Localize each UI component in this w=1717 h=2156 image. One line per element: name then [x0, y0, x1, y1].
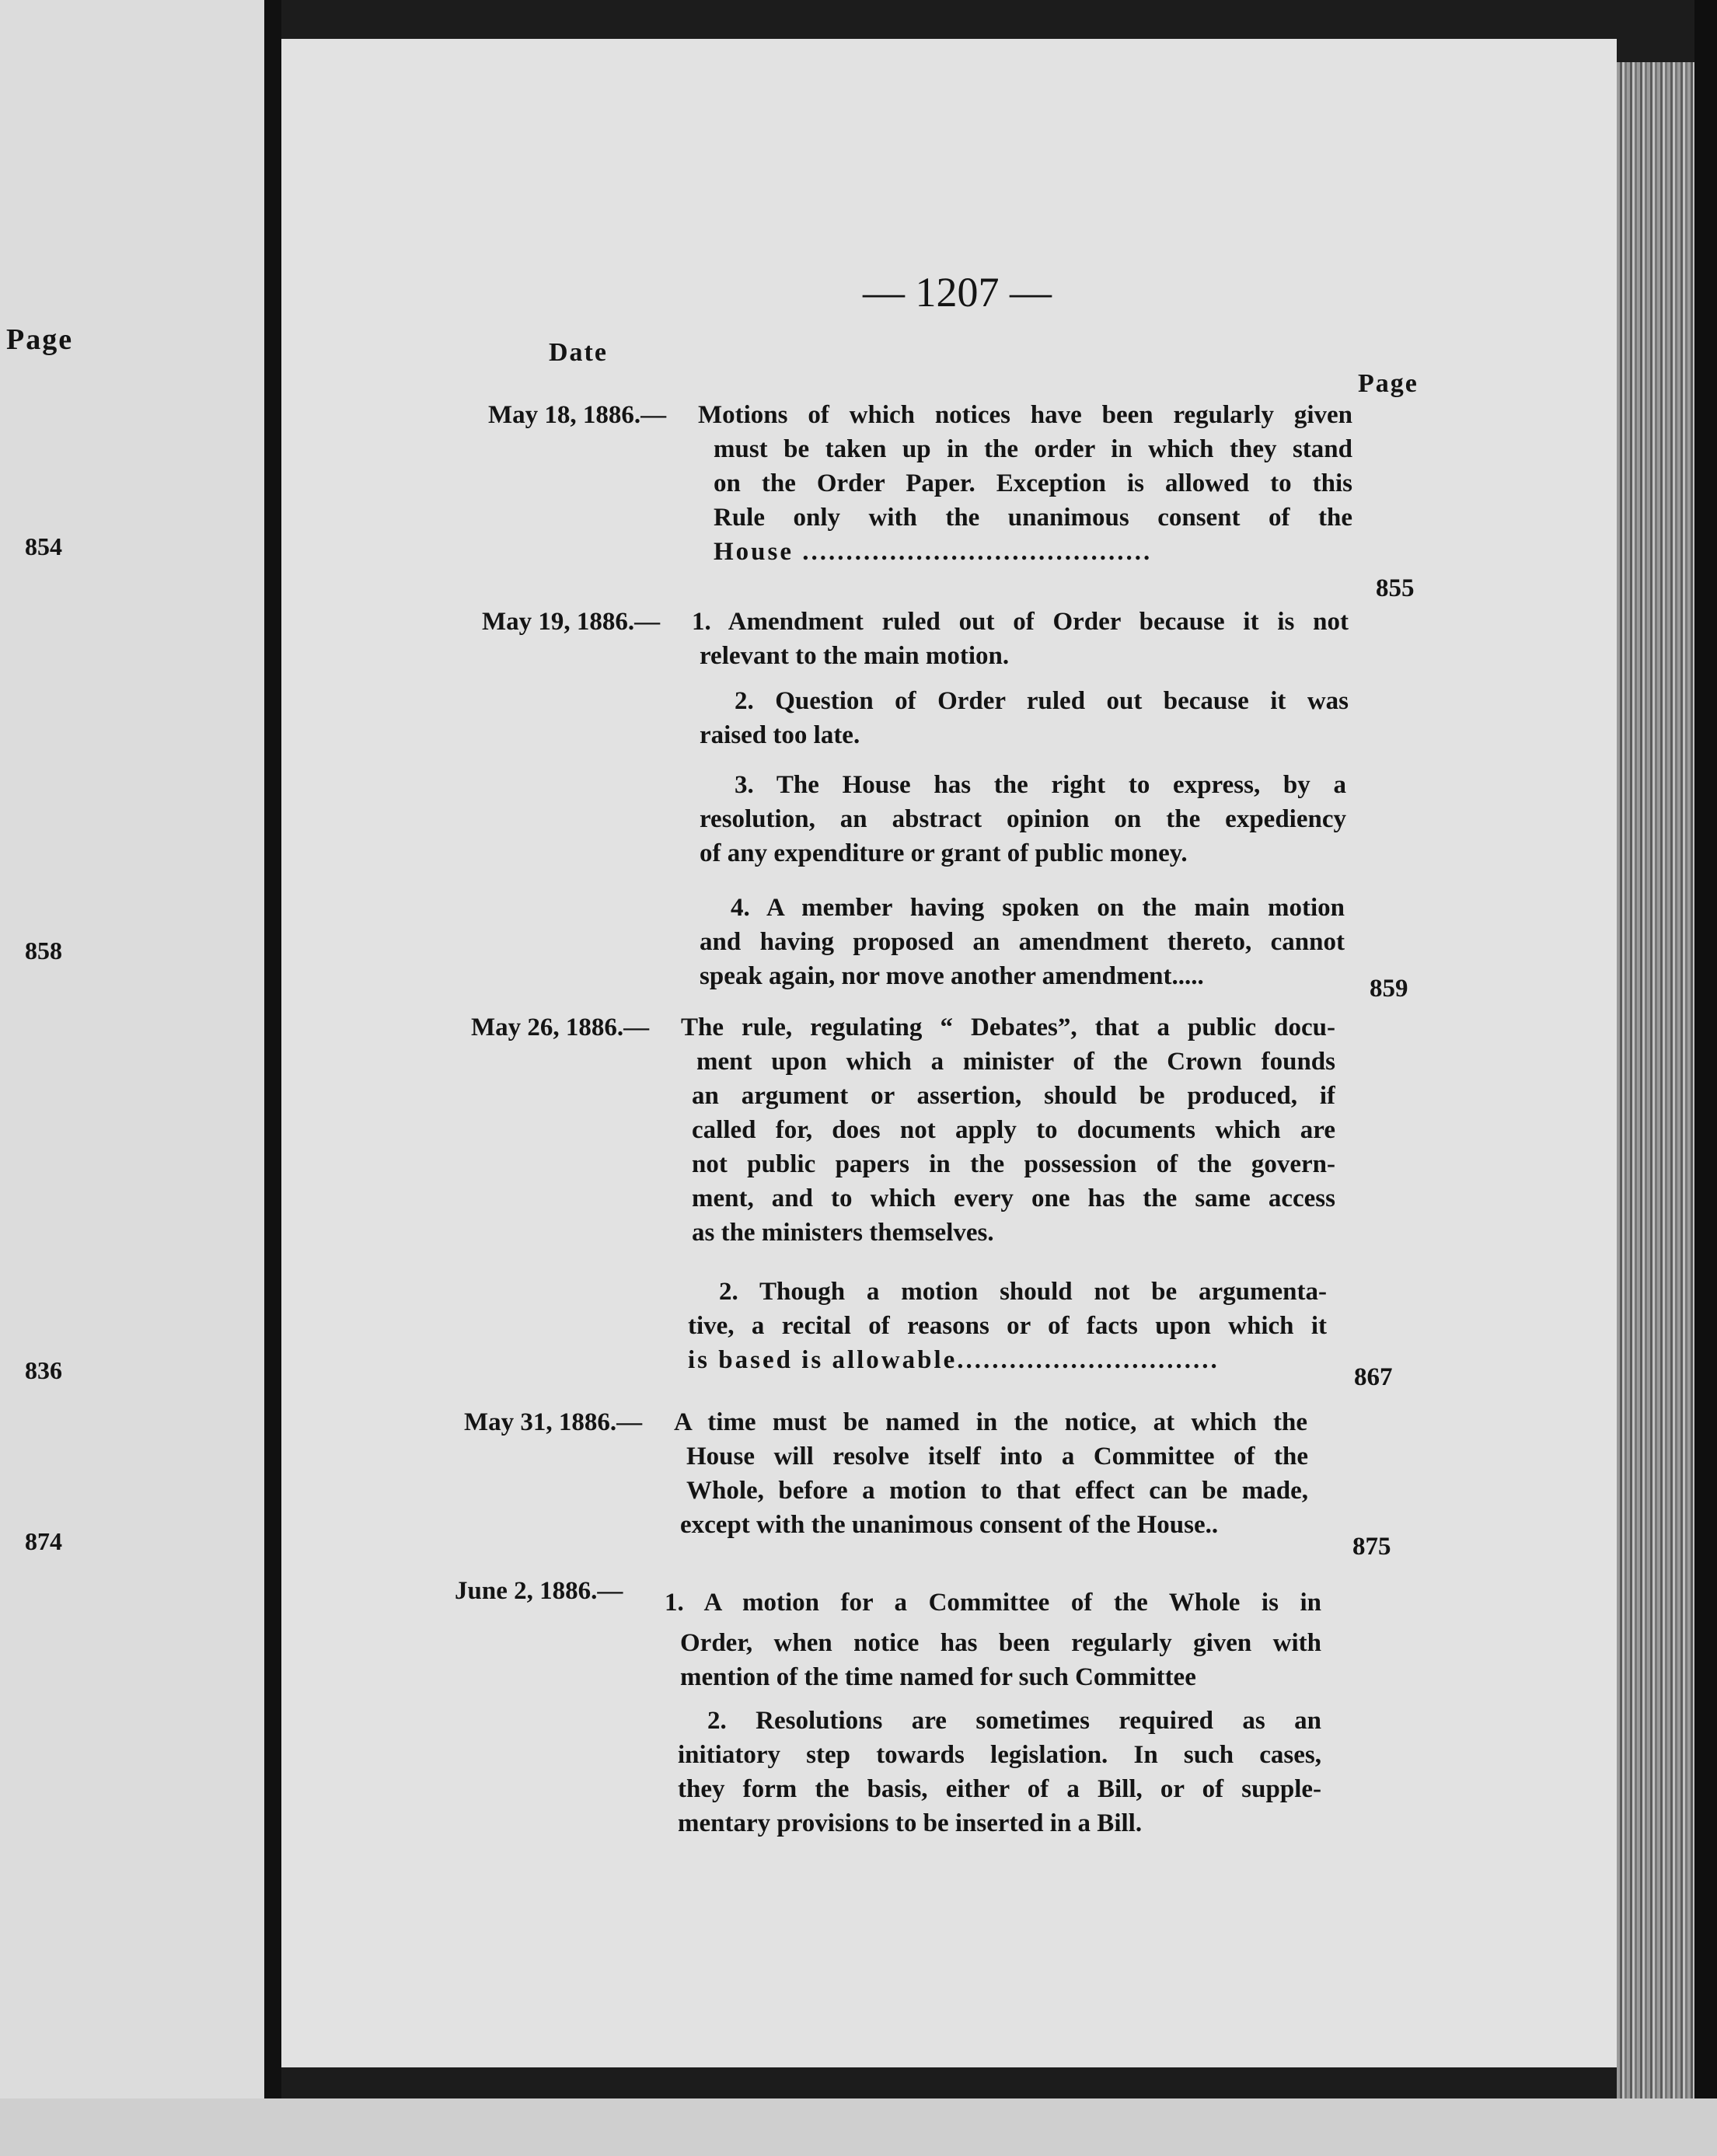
entry-text-line: must be taken up in the order in which they stand: [714, 435, 1352, 463]
entry-text-line: Order, when notice has been regularly given with: [680, 1629, 1321, 1657]
entry-text-line: not public papers in the possession of the govern-: [692, 1150, 1335, 1178]
entry-text-line: is based is allowable..............................: [688, 1346, 1220, 1374]
page-ref: 859: [1370, 975, 1408, 1003]
page-edges: [1617, 62, 1694, 2114]
entry-text-line: they form the basis, either of a Bill, or of supple-: [678, 1775, 1321, 1803]
entry-text-line: speak again, nor move another amendment.....: [700, 962, 1204, 990]
scan-border: [1694, 0, 1717, 2156]
entry-text-line: resolution, an abstract opinion on the expediency: [700, 805, 1346, 833]
entry-text-line: 2. Question of Order ruled out because it was: [735, 687, 1349, 715]
entry-text-line: Motions of which notices have been regularly given: [698, 401, 1352, 429]
page-ref: 875: [1352, 1533, 1391, 1561]
book-gutter: [264, 0, 281, 2156]
entry-text-line: A time must be named in the notice, at which the: [674, 1408, 1307, 1436]
scan-bottom-margin: [0, 2098, 1717, 2156]
entry-date: June 2, 1886.—: [455, 1577, 623, 1605]
entry-text-line: tive, a recital of reasons or of facts upon which it: [688, 1312, 1327, 1340]
page-ref: 867: [1354, 1363, 1393, 1391]
entry-text-line: raised too late.: [700, 721, 860, 749]
entry-date: May 31, 1886.—: [464, 1408, 643, 1436]
entry-text-line: ment upon which a minister of the Crown founds: [696, 1048, 1335, 1076]
entry-text-line: 1. Amendment ruled out of Order because it is not: [692, 608, 1349, 636]
left-page-column-label: Page: [6, 323, 74, 356]
entry-text-line: 1. A motion for a Committee of the Whole is in: [665, 1589, 1321, 1617]
entry-text-line: an argument or assertion, should be produced, if: [692, 1082, 1335, 1110]
date-column-label: Date: [549, 338, 608, 367]
left-page-ref: 836: [25, 1356, 62, 1384]
entry-text-line: House ........................................: [714, 538, 1153, 566]
entry-text-line: House will resolve itself into a Committee of the: [686, 1443, 1308, 1470]
page-column-label: Page: [1358, 369, 1419, 398]
entry-text-line: 3. The House has the right to express, by a: [735, 771, 1346, 799]
entry-text-line: and having proposed an amendment thereto, cannot: [700, 928, 1345, 956]
entry-date: May 26, 1886.—: [471, 1013, 650, 1041]
left-page-ref: 874: [25, 1527, 62, 1555]
entry-text-line: on the Order Paper. Exception is allowed to this: [714, 469, 1352, 497]
entry-date: May 18, 1886.—: [488, 401, 667, 429]
left-page-ref: 858: [25, 937, 62, 965]
left-page-ref: 854: [25, 532, 62, 560]
entry-text-line: except with the unanimous consent of the House..: [680, 1511, 1219, 1539]
entry-text-line: Whole, before a motion to that effect can be made,: [686, 1477, 1308, 1505]
entry-text-line: initiatory step towards legislation. In such cases,: [678, 1741, 1321, 1769]
entry-text-line: ment, and to which every one has the same access: [692, 1184, 1335, 1212]
entry-text-line: called for, does not apply to documents which are: [692, 1116, 1335, 1144]
entry-date: May 19, 1886.—: [482, 608, 661, 636]
entry-text-line: 4. A member having spoken on the main motion: [731, 894, 1345, 922]
entry-text-line: mentary provisions to be inserted in a Bill.: [678, 1809, 1143, 1837]
page-number: — 1207 —: [863, 269, 1052, 316]
entry-text-line: Rule only with the unanimous consent of the: [714, 504, 1352, 532]
entry-text-line: as the ministers themselves.: [692, 1219, 994, 1247]
page-ref: 855: [1376, 574, 1415, 602]
entry-text-line: The rule, regulating “ Debates”, that a public docu-: [681, 1013, 1335, 1041]
entry-text-line: mention of the time named for such Committee: [680, 1663, 1196, 1691]
entry-text-line: 2. Resolutions are sometimes required as an: [707, 1707, 1321, 1735]
entry-text-line: 2. Though a motion should not be argumenta-: [719, 1278, 1327, 1306]
entry-text-line: relevant to the main motion.: [700, 642, 1010, 670]
entry-text-line: of any expenditure or grant of public money.: [700, 839, 1188, 867]
